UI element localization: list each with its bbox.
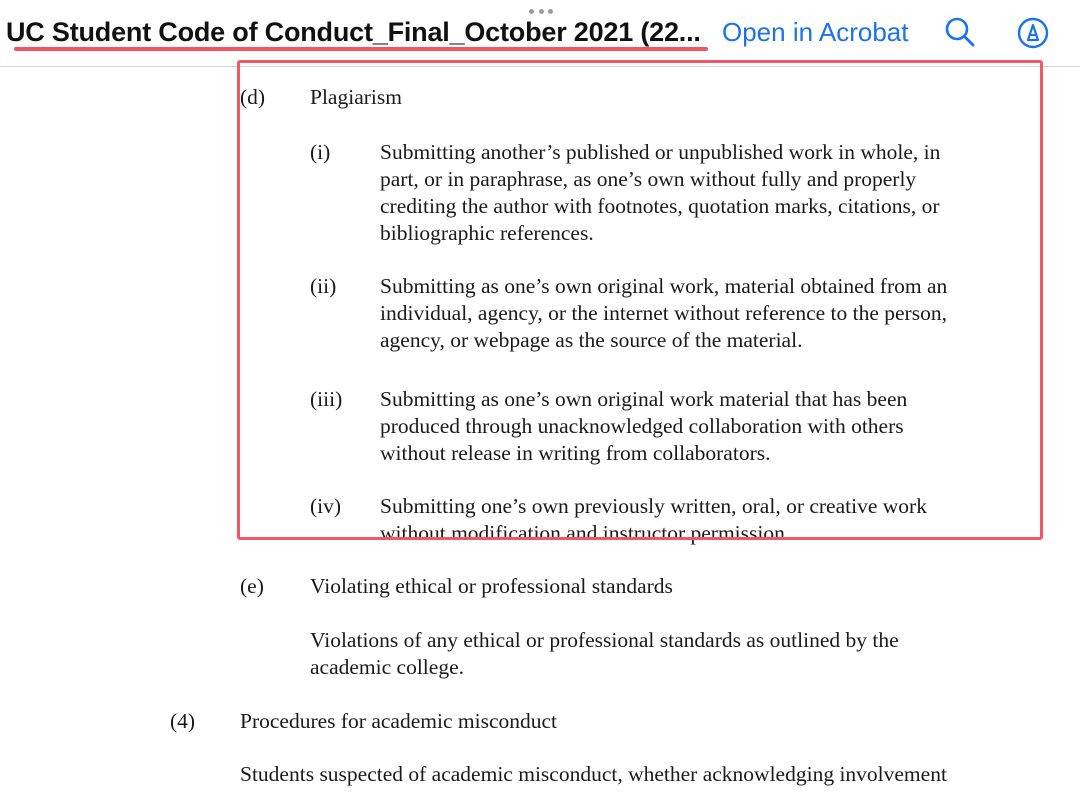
markup-pen-icon[interactable]	[1016, 16, 1050, 50]
item-line: without release in writing from collaborators.	[380, 441, 771, 465]
item-line: without modification and instructor permission.	[380, 521, 791, 545]
paragraph-line: Students suspected of academic misconduct, whether acknowledging involvement	[240, 762, 947, 786]
section-heading: Violating ethical or professional standards	[310, 574, 673, 598]
item-line: crediting the author with footnotes, quotation marks, citations, or	[380, 194, 940, 218]
open-in-acrobat-button[interactable]: Open in Acrobat	[722, 17, 909, 47]
item-marker: (ii)	[310, 274, 337, 298]
item-line: produced through unacknowledged collaboration with others	[380, 414, 904, 438]
toolbar	[0, 0, 1080, 67]
item-line: Submitting as one’s own original work material that has been	[380, 387, 908, 411]
section-marker: (e)	[240, 574, 264, 598]
search-icon[interactable]	[944, 16, 976, 48]
section-marker: (d)	[240, 85, 266, 109]
document-title: UC Student Code of Conduct_Final_October 2021 (22...	[6, 17, 701, 47]
item-line: Submitting another’s published or unpublished work in whole, in	[380, 140, 941, 164]
pdf-page	[0, 67, 1080, 810]
section-heading: Procedures for academic misconduct	[240, 709, 557, 733]
item-line: Submitting one’s own previously written, oral, or creative work	[380, 494, 927, 518]
item-line: bibliographic references.	[380, 221, 594, 245]
item-line: agency, or webpage as the source of the material.	[380, 328, 803, 352]
paragraph-line: Violations of any ethical or professional standards as outlined by the	[310, 628, 899, 652]
item-line: individual, agency, or the internet without reference to the person,	[380, 301, 947, 325]
item-marker: (i)	[310, 140, 331, 164]
item-marker: (iii)	[310, 387, 343, 411]
section-heading: Plagiarism	[310, 85, 402, 109]
item-marker: (iv)	[310, 494, 342, 518]
item-line: Submitting as one’s own original work, material obtained from an	[380, 274, 948, 298]
paragraph-line: academic college.	[310, 655, 464, 679]
section-marker: (4)	[170, 709, 196, 733]
title-annotation-underline	[14, 47, 708, 51]
item-line: part, or in paraphrase, as one’s own without fully and properly	[380, 167, 917, 191]
